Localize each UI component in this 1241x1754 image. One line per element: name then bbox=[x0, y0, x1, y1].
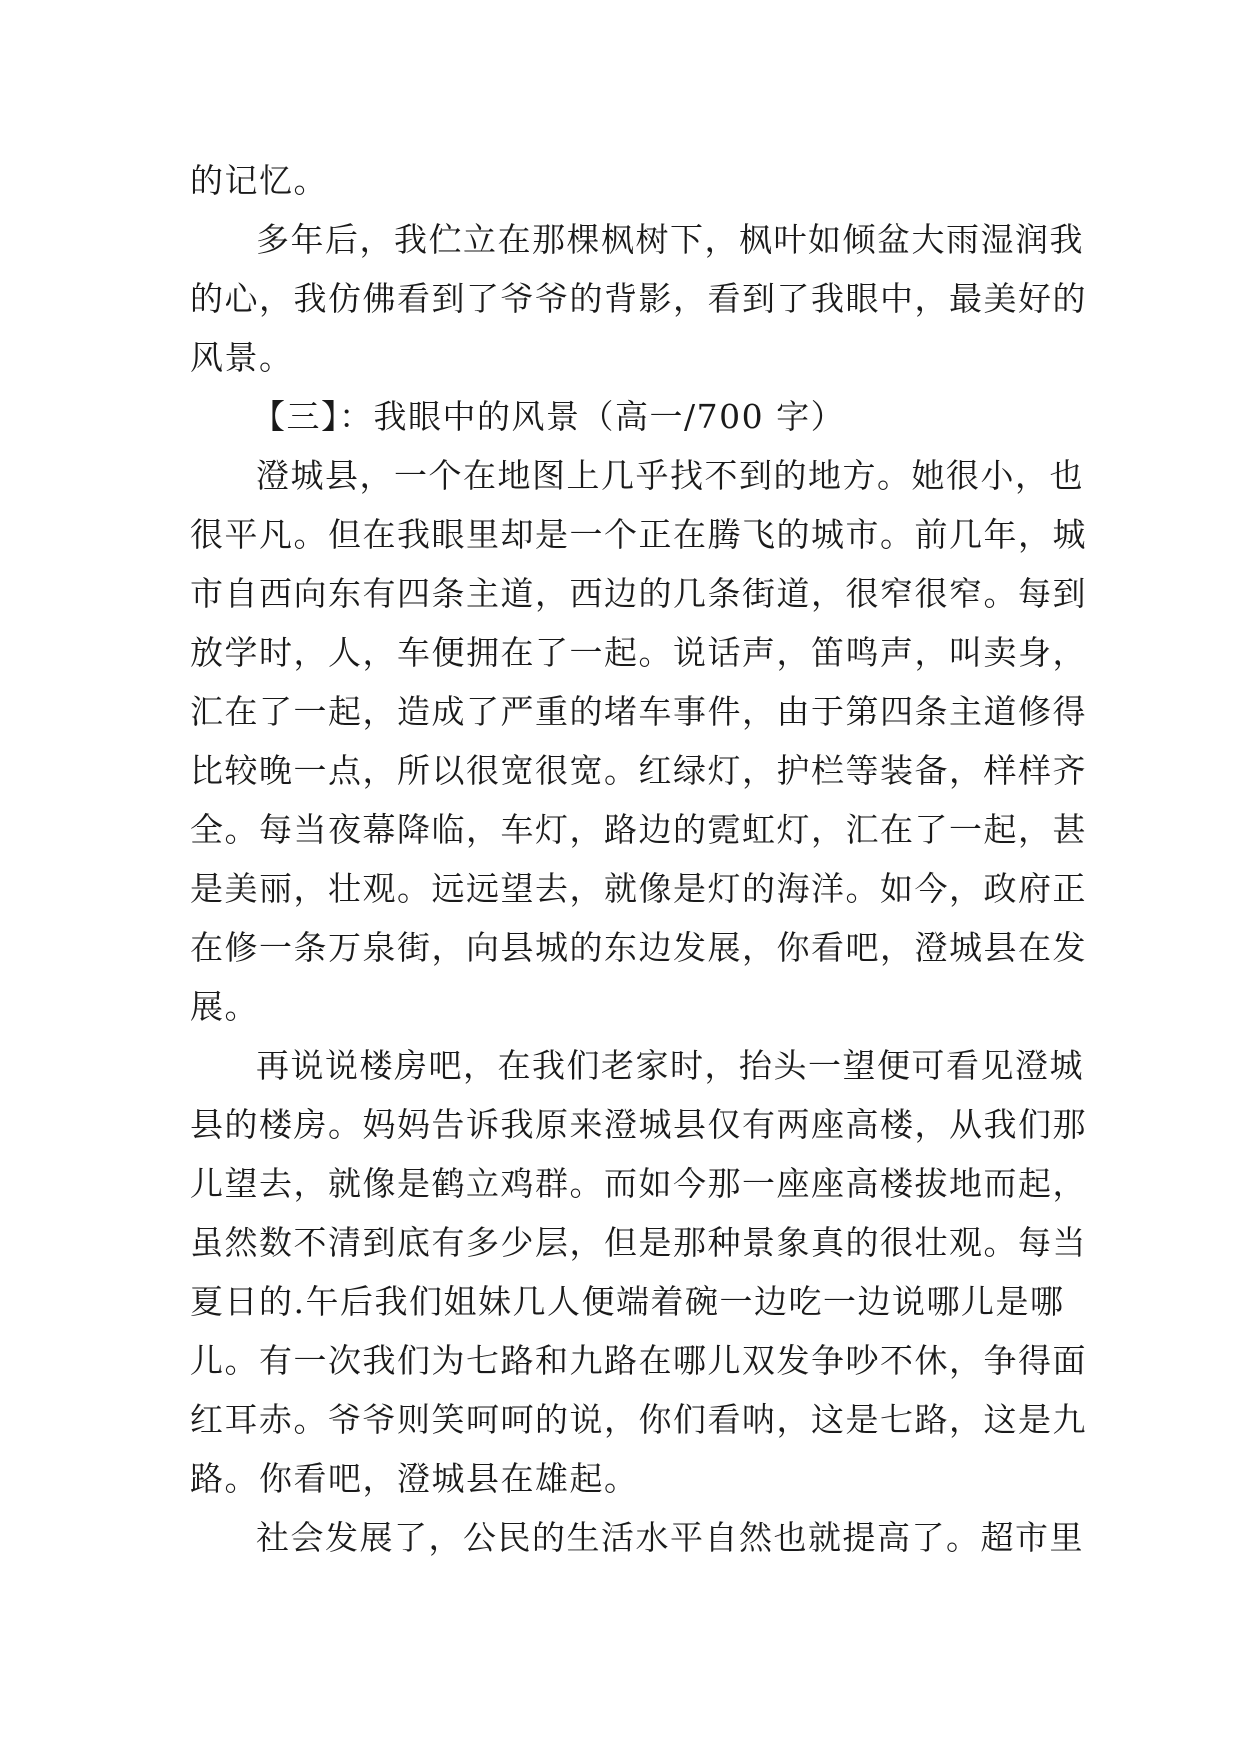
paragraph bbox=[190, 210, 1087, 387]
text-line: 虽然数不清到底有多少层，但是那种景象真的很壮观。每当 bbox=[190, 1223, 1087, 1262]
text-line: 儿望去，就像是鹤立鸡群。而如今那一座座高楼拔地而起， bbox=[190, 1164, 1087, 1203]
text-line: 多年后，我伫立在那棵枫树下，枫叶如倾盆大雨湿润我 bbox=[256, 220, 1084, 259]
paragraph-continuation bbox=[190, 151, 1060, 210]
text-line: 再说说楼房吧，在我们老家时，抬头一望便可看见澄城 bbox=[256, 1046, 1084, 1085]
document-body bbox=[190, 151, 1087, 1567]
text-line: 是美丽，壮观。远远望去，就像是灯的海洋。如今，政府正 bbox=[190, 869, 1087, 908]
text-line: 汇在了一起，造成了严重的堵车事件，由于第四条主道修得 bbox=[190, 692, 1087, 731]
text-line: 全。每当夜幕降临，车灯，路边的霓虹灯，汇在了一起，甚 bbox=[190, 810, 1087, 849]
text-line: 比较晚一点，所以很宽很宽。红绿灯，护栏等装备，样样齐 bbox=[190, 751, 1087, 790]
heading-text: 【三】：我眼中的风景（高一/700 字） bbox=[252, 397, 846, 436]
text-line: 在修一条万泉街，向县城的东边发展，你看吧，澄城县在发 bbox=[190, 928, 1087, 967]
text-line: 路。你看吧，澄城县在雄起。 bbox=[190, 1459, 639, 1498]
text-line: 风景。 bbox=[190, 338, 294, 377]
section-heading bbox=[190, 387, 1060, 446]
paragraph bbox=[190, 446, 1087, 1036]
text-line: 放学时，人，车便拥在了一起。说话声，笛鸣声，叫卖身， bbox=[190, 633, 1087, 672]
text-line: 的记忆。 bbox=[190, 161, 328, 200]
text-line: 的心，我仿佛看到了爷爷的背影，看到了我眼中，最美好的 bbox=[190, 279, 1087, 318]
text-line: 儿。有一次我们为七路和九路在哪儿双发争吵不休，争得面 bbox=[190, 1341, 1087, 1380]
text-line: 市自西向东有四条主道，西边的几条街道，很窄很窄。每到 bbox=[190, 574, 1087, 613]
text-line: 红耳赤。爷爷则笑呵呵的说，你们看呐，这是七路，这是九 bbox=[190, 1400, 1087, 1439]
paragraph bbox=[190, 1036, 1087, 1508]
text-line: 夏日的.午后我们姐妹几人便端着碗一边吃一边说哪儿是哪 bbox=[190, 1282, 1065, 1321]
text-line: 展。 bbox=[190, 987, 259, 1026]
text-line: 澄城县，一个在地图上几乎找不到的地方。她很小，也 bbox=[256, 456, 1084, 495]
paragraph bbox=[190, 1508, 1084, 1567]
text-line: 县的楼房。妈妈告诉我原来澄城县仅有两座高楼，从我们那 bbox=[190, 1105, 1087, 1144]
text-line: 很平凡。但在我眼里却是一个正在腾飞的城市。前几年，城 bbox=[190, 515, 1087, 554]
text-line: 社会发展了，公民的生活水平自然也就提高了。超市里 bbox=[256, 1518, 1084, 1557]
